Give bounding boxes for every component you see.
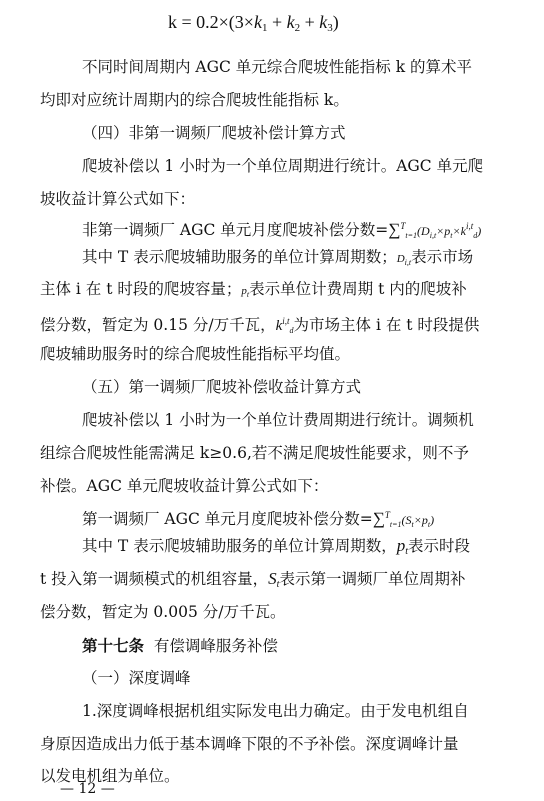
paragraph-line: 爬坡辅助服务时的综合爬坡性能指标平均值。 (40, 345, 351, 363)
paragraph-line: 爬坡补偿以 1 小时为一个单位周期进行统计。AGC 单元爬 (82, 157, 484, 175)
paragraph-line: t 投入第一调频模式的机组容量，$S_t$表示第一调频厂单位周期补 (40, 569, 466, 590)
paragraph-line: 偿分数，暂定为 0.005 分/万千瓦。 (40, 603, 286, 621)
paragraph-line: 身原因造成出力低于基本调峰下限的不予补偿。深度调峰计量 (40, 735, 459, 753)
paragraph-line: 爬坡补偿以 1 小时为一个单位计费周期进行统计。调频机 (82, 411, 474, 429)
paragraph-line: 以发电机组为单位。 (40, 767, 180, 785)
formula-expression: $\sum^T_{t=1}(S_t\times p_t)$ (372, 509, 435, 529)
paragraph-line: 1.深度调峰根据机组实际发电出力确定。由于发电机组自 (82, 702, 469, 720)
symbol-D: $D_{i,t}$ (396, 253, 412, 267)
paragraph-line: 其中 T 表示爬坡辅助服务的单位计算周期数；$D_{i,t}$表示市场 (82, 248, 474, 267)
paragraph-line: 坡收益计算公式如下： (40, 190, 196, 208)
paragraph-line: 均即对应统计周期内的综合爬坡性能指标 k。 (40, 91, 349, 109)
section-heading: （五）第一调频厂爬坡补偿收益计算方式 (82, 378, 362, 396)
symbol-p: $p_t$ (396, 536, 408, 557)
symbol-S: $S_t$ (268, 569, 280, 590)
formula-expression: $\sum^T_{t=1}(D_{i,t}\times p_t\times k^{i,t}_d)$ (388, 220, 482, 240)
symbol-p: $p_t$ (241, 285, 250, 299)
formula-label: 第一调频厂 AGC 单元月度爬坡补偿分数= (82, 510, 373, 528)
section-heading: （四）非第一调频厂爬坡补偿计算方式 (82, 124, 346, 142)
article-heading (82, 636, 278, 656)
formula-k: $k = 0.2\times(3\times k_1 + k_2 + k_3)$ (168, 12, 339, 34)
paragraph-line: 补偿。AGC 单元爬坡收益计算公式如下： (40, 477, 329, 495)
article-number: 第十七条 (82, 636, 145, 655)
section-heading: （一）深度调峰 (82, 669, 191, 687)
formula-line (82, 505, 434, 535)
formula-label: 非第一调频厂 AGC 单元月度爬坡补偿分数= (82, 221, 389, 239)
page-number: — 12 — (60, 781, 115, 797)
paragraph-line: 不同时间周期内 AGC 单元综合爬坡性能指标 k 的算术平 (82, 58, 473, 76)
formula-line (82, 216, 481, 246)
paragraph-line: 其中 T 表示爬坡辅助服务的单位计算周期数，$p_t$表示时段 (82, 536, 470, 557)
paragraph-line: 主体 i 在 t 时段的爬坡容量；$p_t$表示单位计费周期 t 内的爬坡补 (40, 280, 467, 299)
paragraph-line: 组综合爬坡性能需满足 k≥0.6,若不满足爬坡性能要求，则不予 (40, 444, 469, 462)
paragraph-line: 偿分数，暂定为 0.15 分/万千瓦，$k^{i,t}_d$为市场主体 i 在 t 时段提供 (40, 316, 480, 335)
symbol-k: $k^{i,t}_d$ (275, 316, 294, 335)
article-title: 有偿调峰服务补偿 (153, 637, 278, 655)
